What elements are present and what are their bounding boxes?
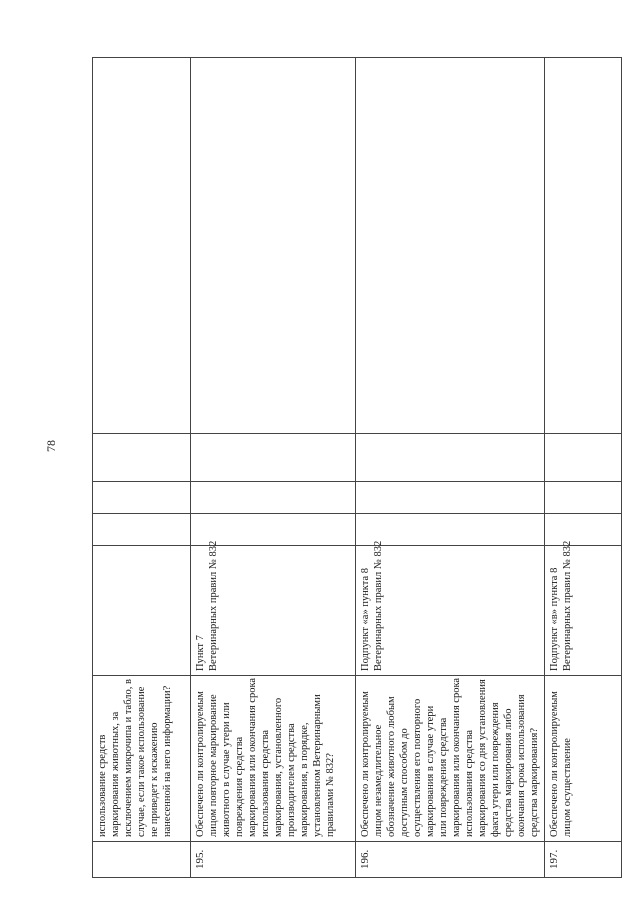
question-line: Обеспечено ли контролируемым: [549, 691, 560, 837]
question-line: средства маркирования?: [529, 727, 540, 837]
question-line: лицом незамедлительное: [373, 724, 384, 837]
table-row: [191, 58, 356, 878]
question-line: или повреждения средства: [438, 717, 449, 837]
answer-no-cell: [545, 482, 622, 514]
row-number: 197.: [545, 842, 622, 878]
table-row: [545, 58, 622, 878]
reference-line: Ветеринарных правил № 832: [373, 540, 384, 671]
question-line: не приведет к искажению: [149, 722, 160, 837]
question-cell: [356, 676, 545, 842]
question-line: животного в случае утери или: [221, 702, 232, 837]
answer-no-cell: [93, 482, 191, 514]
question-line: Обеспечено ли контролируемым: [195, 691, 206, 837]
question-line: маркирования, установленного: [273, 697, 284, 837]
answer-na-cell: [356, 434, 545, 482]
question-cell: [191, 676, 356, 842]
question-line: маркирования или окончания срока: [451, 677, 462, 837]
question-line: случае, если такое использование: [136, 686, 147, 837]
answer-na-cell: [191, 434, 356, 482]
question-line: маркирования, в порядке,: [299, 722, 310, 837]
question-line: осуществления его повторного: [412, 698, 423, 837]
reference-line: Ветеринарных правил № 832: [562, 540, 573, 671]
question-line: лицом осуществление: [562, 738, 573, 837]
question-line: правилами № 832?: [325, 753, 336, 837]
notes-cell: [93, 58, 191, 434]
question-cell: [93, 676, 191, 842]
question-line: установленном Ветеринарными: [312, 694, 323, 837]
question-line: доступным способом до: [399, 728, 410, 837]
question-cell: [545, 676, 622, 842]
page-number: 78: [44, 440, 58, 452]
answer-na-cell: [93, 434, 191, 482]
table-row: [356, 58, 545, 878]
question-line: повреждения средства: [234, 736, 245, 837]
reference-cell: [545, 540, 622, 676]
row-number: 195.: [191, 842, 356, 878]
checklist-table-rotated: [92, 58, 592, 878]
question-line: факта утери или повреждения: [490, 702, 501, 837]
answer-yes-cell: [93, 514, 191, 546]
answer-no-cell: [356, 482, 545, 514]
question-line: окончания срока использования: [516, 694, 527, 837]
reference-line: Подпункт «в» пункта 8: [549, 567, 560, 671]
reference-cell: [356, 540, 545, 676]
reference-line: Пункт 7: [195, 635, 206, 671]
notes-cell: [356, 58, 545, 434]
notes-cell: [191, 58, 356, 434]
question-line: использования средства: [260, 729, 271, 837]
reference-line: Подпункт «а» пункта 8: [360, 567, 371, 671]
question-line: маркирования со дня установления: [477, 679, 488, 837]
row-number: [93, 842, 191, 878]
question-line: нанесенной на него информации?: [162, 685, 173, 837]
question-line: маркирования или окончания срока: [247, 677, 258, 837]
answer-na-cell: [545, 434, 622, 482]
question-line: маркирования животных, за: [110, 711, 121, 837]
question-line: средства маркирования либо: [503, 708, 514, 837]
question-line: производителем средства: [286, 723, 297, 837]
question-line: исключением микрочипа и табло, в: [123, 679, 134, 837]
reference-line: Ветеринарных правил № 832: [208, 540, 219, 671]
table-row: [93, 58, 191, 878]
answer-yes-cell: [545, 514, 622, 546]
question-line: использования средства: [464, 729, 475, 837]
notes-cell: [545, 58, 622, 434]
question-line: маркирования в случае утери: [425, 705, 436, 837]
question-line: использование средств: [97, 734, 108, 837]
reference-cell: [93, 546, 191, 676]
question-line: лицом повторное маркирование: [208, 694, 219, 837]
question-line: Обеспечено ли контролируемым: [360, 691, 371, 837]
row-number: 196.: [356, 842, 545, 878]
checklist-table: [92, 57, 622, 878]
reference-cell: [191, 540, 356, 676]
question-line: обозначение животного любым: [386, 696, 397, 837]
answer-no-cell: [191, 482, 356, 514]
